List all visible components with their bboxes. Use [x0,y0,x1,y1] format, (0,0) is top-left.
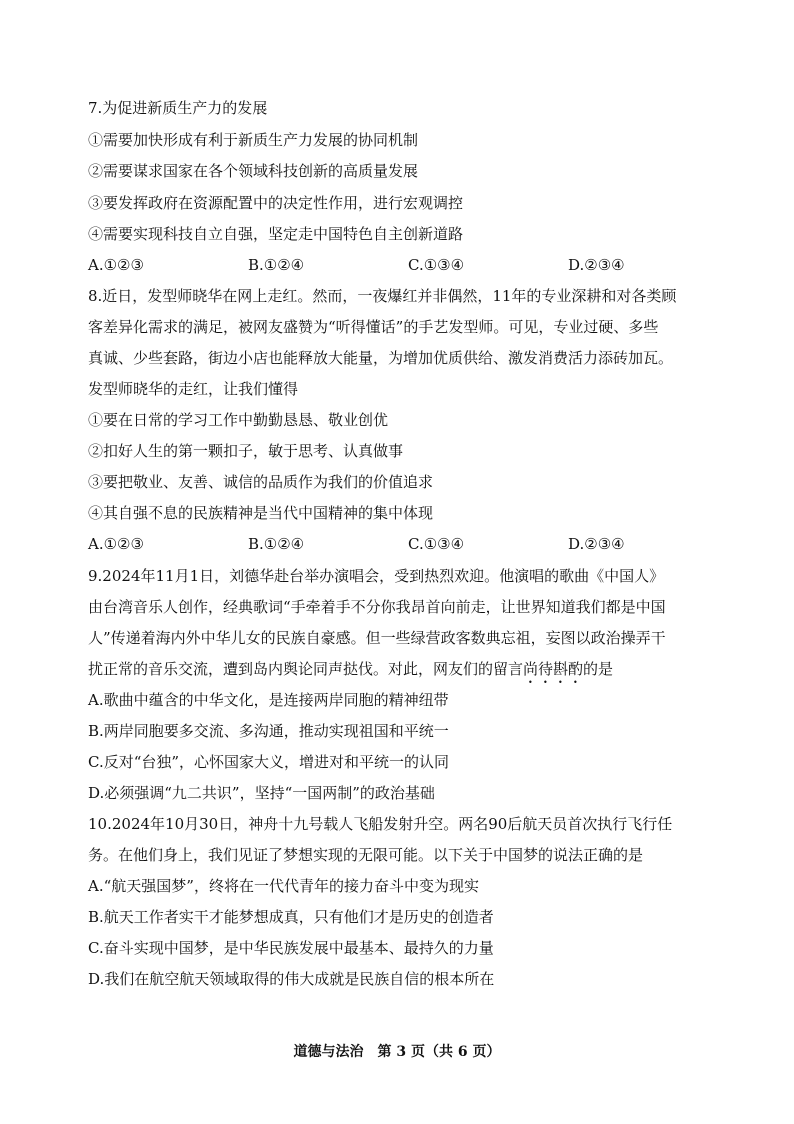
q8-item-3: ③要把敬业、友善、诚信的品质作为我们的价值追求 [88,473,434,491]
q8-option-d[interactable]: D.②③④ [568,535,625,553]
q8-item-2: ②扣好人生的第一颗扣子，敏于思考、认真做事 [88,442,404,460]
q8-option-c[interactable]: C.①③④ [408,535,465,553]
q7-option-c[interactable]: C.①③④ [408,256,465,274]
q7-item-1: ①需要加快形成有利于新质生产力发展的协同机制 [88,131,419,149]
q9-stem-line-4-suffix: 的是 [583,660,614,678]
q9-stem-line-4-prefix: 扰正常的音乐交流，遭到岛内舆论同声挞伐。对此，网友们的留言 [88,660,524,678]
q7-item-2: ②需要谋求国家在各个领域科技创新的高质量发展 [88,162,419,180]
q7-option-a[interactable]: A.①②③ [88,256,144,274]
q7-options [88,254,728,276]
q10-stem-line-1: 10.2024年10月30日，神舟十九号载人飞船发射升空。两名90后航天员首次执行飞行任 [88,815,673,833]
q9-stem-line-3: 人”传递着海内外中华儿女的民族自豪感。但一些绿营政客数典忘祖，妄图以政治操弄干 [88,629,666,647]
q8-item-1: ①要在日常的学习工作中勤勤恳恳、敬业创优 [88,411,389,429]
q9-option-b[interactable]: B.两岸同胞要多交流、多沟通，推动实现祖国和平统一 [88,722,449,740]
q9-stem-line-1: 9.2024年11月1日，刘德华赴台举办演唱会，受到热烈欢迎。他演唱的歌曲《中国人》 [88,567,665,585]
q9-option-c[interactable]: C.反对“台独”，心怀国家大义，增进对和平统一的认同 [88,753,450,771]
q8-stem-line-1: 8.近日，发型师晓华在网上走红。然而，一夜爆红并非偶然，11年的专业深耕和对各类顾 [88,287,677,305]
q8-item-4: ④其自强不息的民族精神是当代中国精神的集中体现 [88,504,434,522]
q8-option-a[interactable]: A.①②③ [88,535,144,553]
q10-stem-line-2: 务。在他们身上，我们见证了梦想实现的无限可能。以下关于中国梦的说法正确的是 [88,846,644,864]
q9-emphasis-text: 尚待斟酌 [523,660,584,678]
q7-option-b[interactable]: B.①②④ [248,256,305,274]
q9-option-a[interactable]: A.歌曲中蕴含的中华文化，是连接两岸同胞的精神纽带 [88,691,449,709]
q10-option-c[interactable]: C.奋斗实现中国梦，是中华民族发展中最基本、最持久的力量 [88,939,494,957]
q8-option-b[interactable]: B.①②④ [248,535,305,553]
q7-item-4: ④需要实现科技自立自强，坚定走中国特色自主创新道路 [88,225,464,243]
q9-stem-line-2: 由台湾音乐人创作，经典歌词“手牵着手不分你我昂首向前走，让世界知道我们都是中国 [88,598,666,616]
q9-stem-line-4 [88,658,728,687]
q10-option-b[interactable]: B.航天工作者实干才能梦想成真，只有他们才是历史的创造者 [88,908,494,926]
q10-option-d[interactable]: D.我们在航空航天领域取得的伟大成就是民族自信的根本所在 [88,970,495,988]
q10-option-a[interactable]: A.“航天强国梦”，终将在一代代青年的接力奋斗中变为现实 [88,877,479,895]
q9-option-d[interactable]: D.必须强调“九二共识”，坚持“一国两制”的政治基础 [88,784,435,802]
q7-stem: 7.为促进新质生产力的发展 [88,99,268,117]
q7-item-3: ③要发挥政府在资源配置中的决定性作用，进行宏观调控 [88,194,464,212]
page-footer: 道德与法治 第 3 页（共 6 页） [293,1044,501,1060]
q7-option-d[interactable]: D.②③④ [568,256,625,274]
q8-options [88,533,728,555]
q8-stem-line-3: 真诚、少些套路，街边小店也能释放大能量，为增加优质供给、激发消费活力添砖加瓦。 [88,349,674,367]
q8-stem-line-2: 客差异化需求的满足，被网友盛赞为“听得懂话”的手艺发型师。可见，专业过硬、多些 [88,318,659,336]
q8-stem-line-4: 发型师晓华的走红，让我们懂得 [88,380,299,398]
